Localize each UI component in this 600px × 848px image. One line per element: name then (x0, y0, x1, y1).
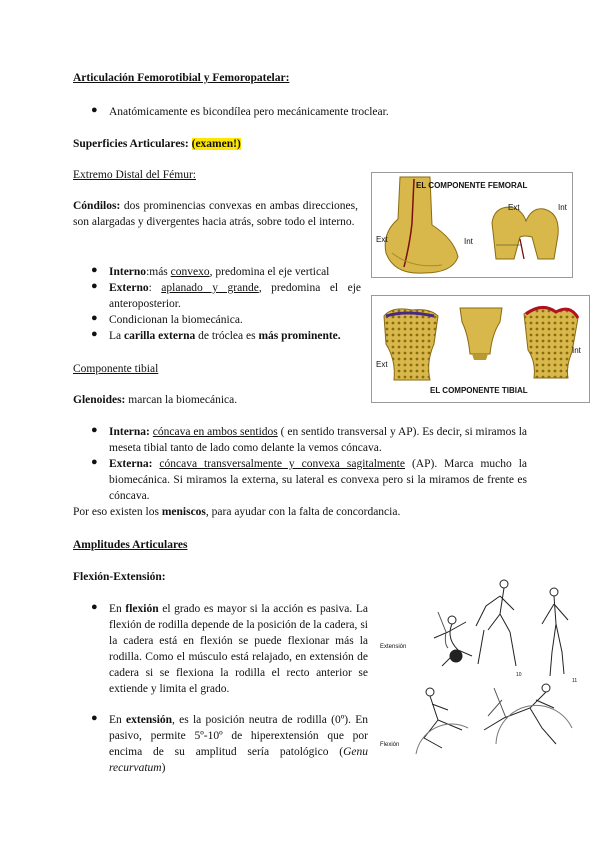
bullet-extension: En extensión, es la posición neutra de rodilla (0º). En pasivo, permite 5º-10º de hiperextensión que por encima de su amplitud sería patológico (Genu recurvatum) (109, 714, 368, 774)
superficies-heading: Superficies Articulares: (examen!) (73, 138, 241, 150)
figure-number-10: 10 (516, 672, 522, 678)
bullet-icon: ● (91, 456, 98, 468)
componente-tibial-heading: Componente tibial (73, 363, 159, 375)
page-title: Articulación Femorotibial y Femoropatelar: (73, 72, 290, 84)
bullet-icon: ● (91, 424, 98, 436)
bullet-icon: ● (91, 601, 98, 613)
tibial-caption: EL COMPONENTE TIBIAL (430, 386, 528, 395)
flexion-extension-heading: Flexión-Extensión: (73, 571, 166, 583)
rom-sketch-illustration (376, 568, 590, 758)
bullet-externa: Externa: cóncava transversalmente y convexa sagitalmente (AP). Marca mucho la biomecánica. Si miramos la externa, su lateral es convexa pero si la miramos de frente es cóncava. (109, 458, 528, 502)
exam-highlight: (examen!) (191, 138, 241, 150)
bullet-icon: ● (91, 264, 98, 276)
femoral-caption: EL COMPONENTE FEMORAL (416, 181, 528, 190)
bullet-interno: Interno:más convexo, predomina el eje vertical (109, 266, 330, 278)
meniscos-paragraph: Por eso existen los meniscos, para ayudar con la falta de concordancia. (73, 506, 401, 518)
bullet-carilla: La carilla externa de tróclea es más prominente. (109, 330, 341, 342)
bullet-icon: ● (91, 104, 98, 116)
bullet-flexion: En flexión el grado es mayor si la acción es pasiva. La flexión de rodilla depende de la posición de la cadera, si la cadera está en flexión se puede flexionar más la rodilla. Como el músculo está relajado, en extensión de cadera si se flexiona la rodilla el recto anterior se extiende y limita el grado. (109, 603, 368, 695)
ext-label: Ext (376, 360, 388, 369)
bullet-interna: Interna: cóncava en ambos sentidos ( en sentido transversal y AP). Es decir, si miramos la meseta tibial tanto de lado como delante la vemos cóncava. (109, 426, 527, 454)
flexion-label: Flexión (380, 742, 400, 748)
bullet-condicionan: Condicionan la biomecánica. (109, 314, 243, 326)
ext-label: Ext (508, 203, 520, 212)
tibial-component-figure (371, 295, 590, 403)
int-label: Int (572, 346, 581, 355)
figure-number-11: 11 (572, 678, 578, 684)
condilos-paragraph: Cóndilos: dos prominencias convexas en ambas direcciones, son alargadas y divergentes hacia atrás, sobre todo el interno. (73, 200, 358, 228)
bullet-icon: ● (91, 280, 98, 292)
ext-label: Ext (376, 235, 388, 244)
bullet-externo: Externo: aplanado y grande, predomina el eje anteroposterior. (109, 282, 362, 310)
int-label: Int (558, 203, 567, 212)
extension-label: Extensión (380, 644, 407, 650)
intro-bullet: Anatómicamente es bicondílea pero mecánicamente troclear. (109, 106, 389, 118)
femoral-component-figure (371, 172, 573, 278)
amplitudes-heading: Amplitudes Articulares (73, 539, 188, 551)
glenoides-paragraph: Glenoides: marcan la biomecánica. (73, 394, 238, 406)
extremo-distal-heading: Extremo Distal del Fémur: (73, 169, 196, 181)
int-label: Int (464, 237, 473, 246)
bullet-icon: ● (91, 328, 98, 340)
bullet-icon: ● (91, 312, 98, 324)
range-of-motion-figure (376, 568, 590, 758)
bullet-icon: ● (91, 712, 98, 724)
